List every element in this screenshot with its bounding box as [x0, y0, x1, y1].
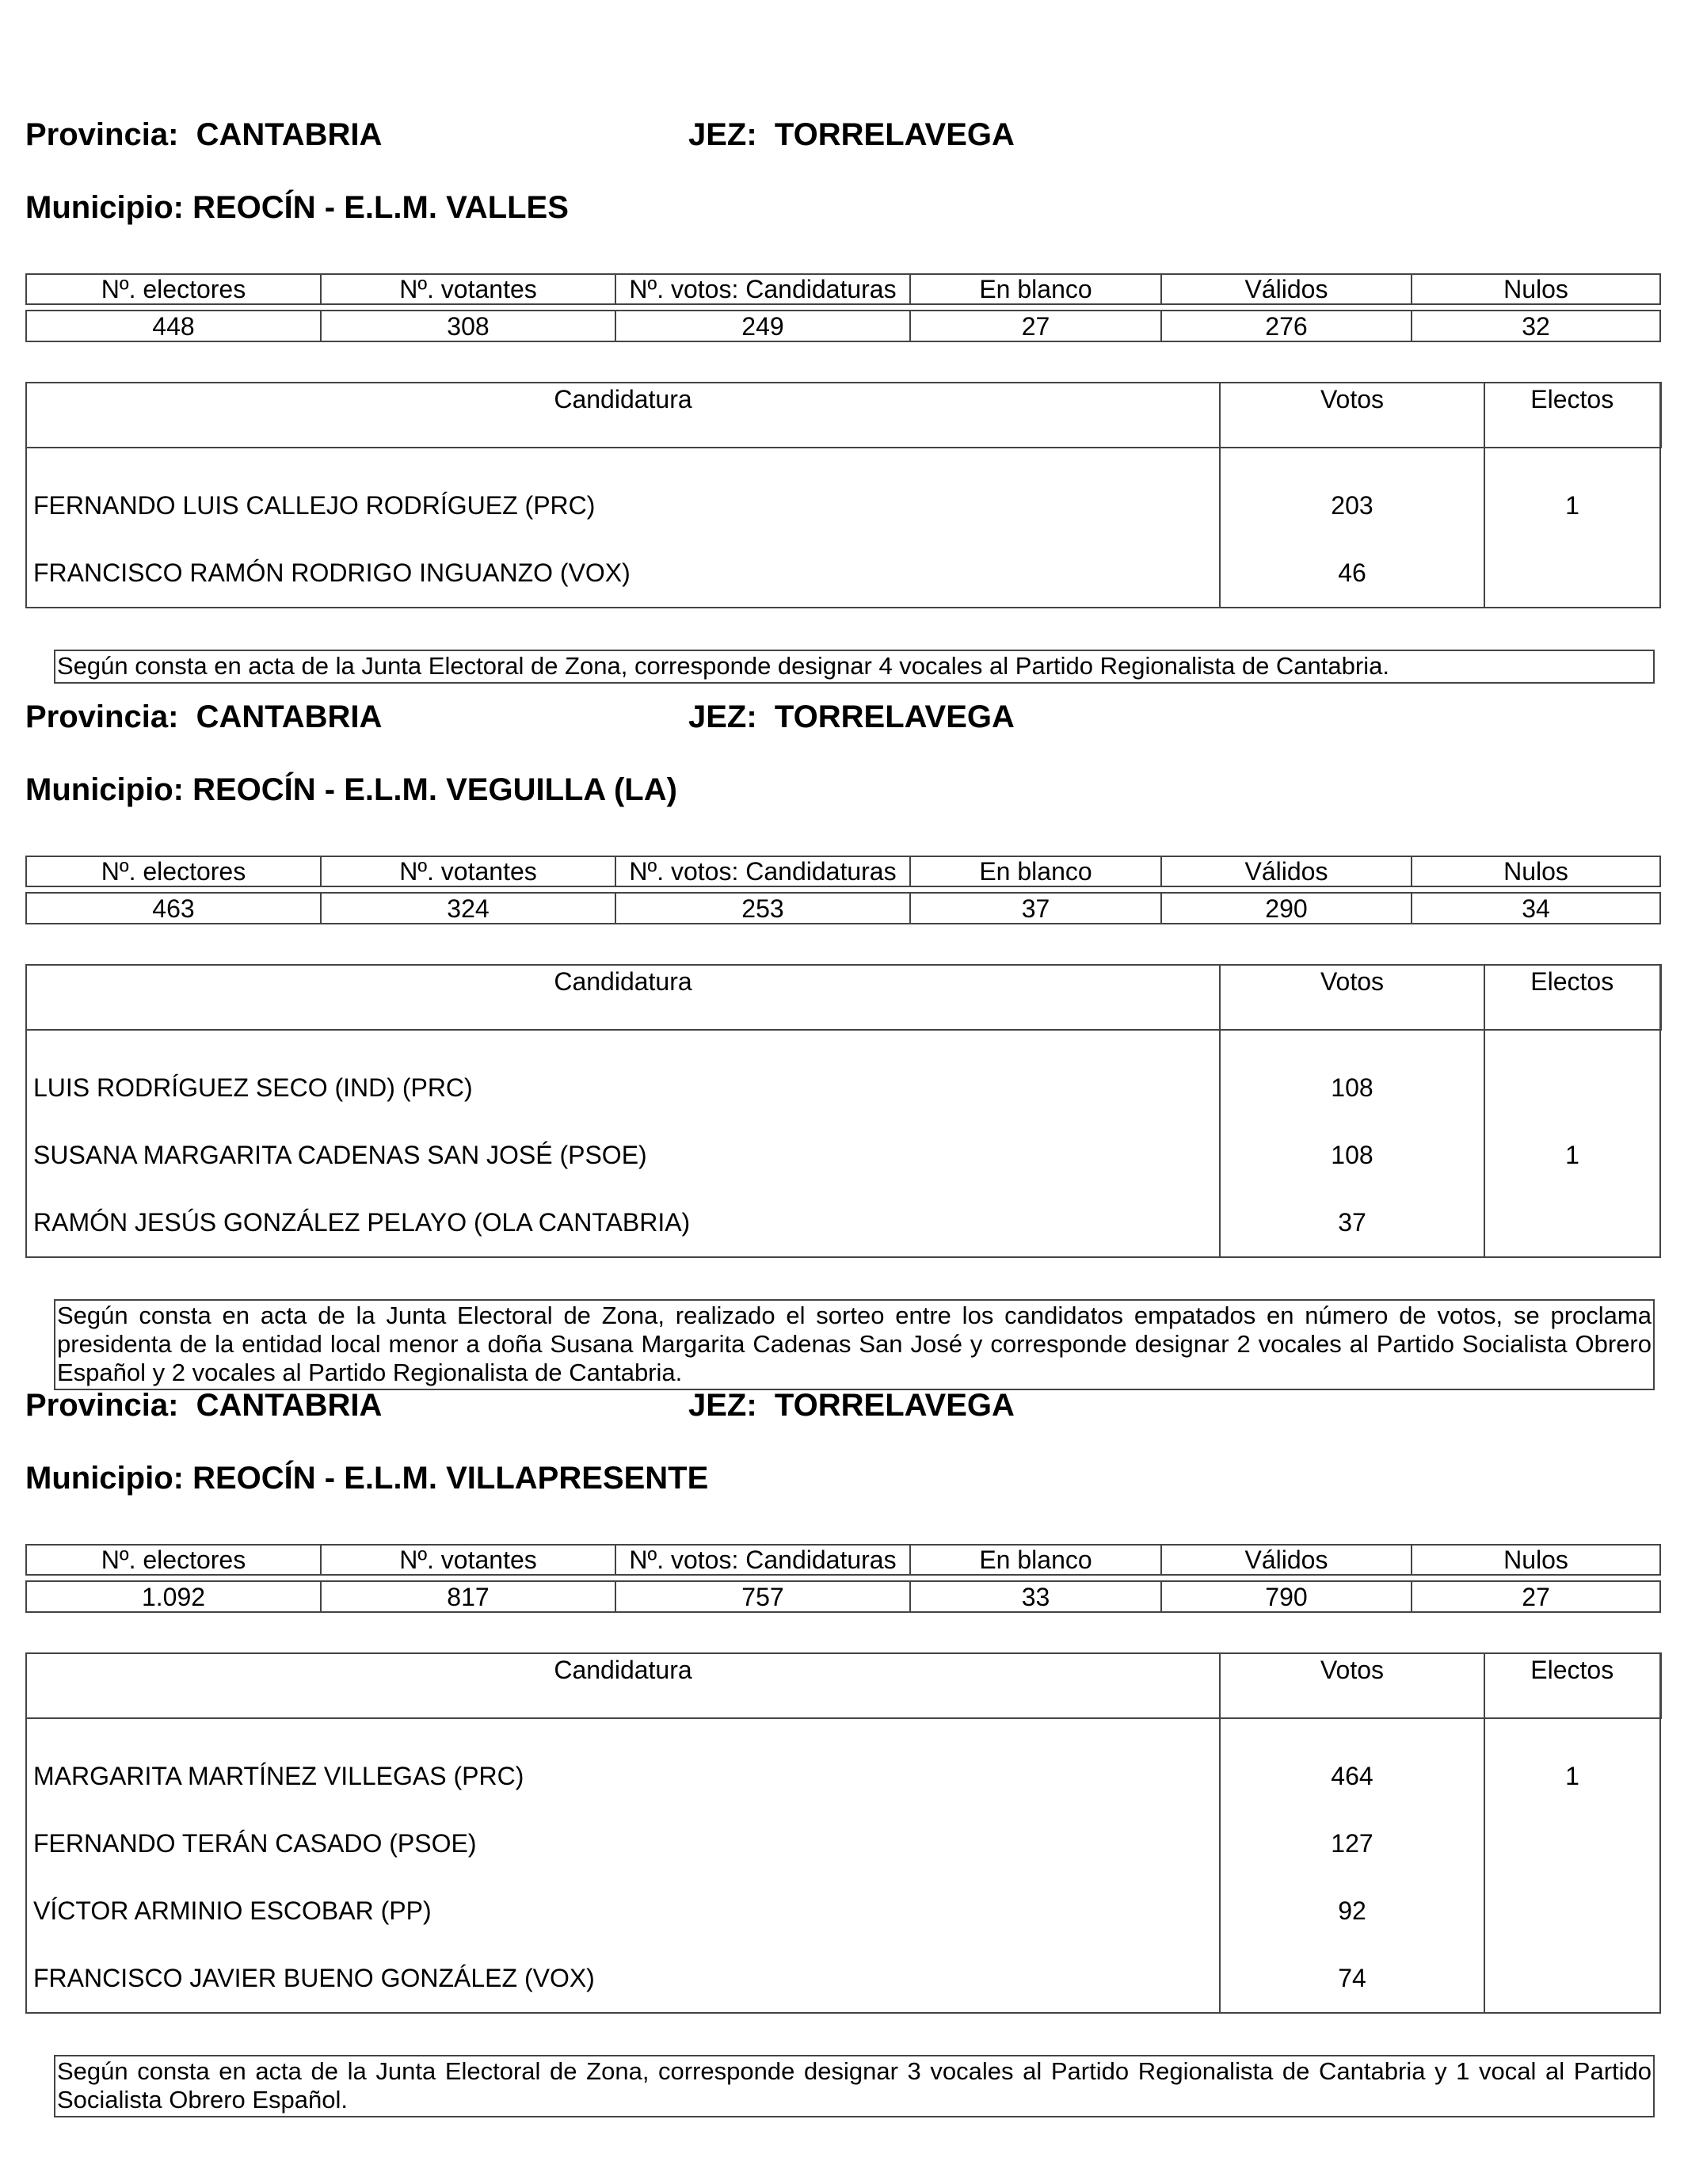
candidate-row [26, 1810, 1660, 1877]
vote-summary-value-cell: 27 [1412, 1581, 1660, 1612]
vote-summary-value-cell: 817 [321, 1581, 615, 1612]
candidate-name: FRANCISCO JAVIER BUENO GONZÁLEZ (VOX) [26, 1945, 1220, 2013]
vote-summary-header-cell: Nulos [1412, 1545, 1660, 1575]
vote-summary-value-cell: 463 [26, 893, 321, 924]
candidates-header-cell: Electos [1484, 383, 1660, 448]
vote-summary-value-cell: 253 [615, 893, 910, 924]
candidate-electos: 1 [1484, 1122, 1660, 1189]
vote-summary-value-cell: 757 [615, 1581, 910, 1612]
province-line [25, 1385, 1659, 1425]
vote-summary-value-row [26, 1581, 1660, 1612]
municipality-heading [25, 770, 1659, 810]
candidate-votes: 108 [1220, 1030, 1484, 1122]
candidate-row [26, 1945, 1660, 2013]
vote-summary-header-cell: Nulos [1412, 856, 1660, 886]
candidate-row [26, 1718, 1660, 1810]
province-value: CANTABRIA [196, 1388, 383, 1423]
candidates-header-cell: Electos [1484, 1653, 1660, 1718]
municipality-value: REOCÍN - E.L.M. VALLES [192, 190, 569, 225]
vote-summary-header-cell: En blanco [910, 856, 1161, 886]
candidate-votes: 46 [1220, 539, 1484, 608]
candidate-votes: 74 [1220, 1945, 1484, 2013]
candidates-header-cell: Electos [1484, 965, 1660, 1030]
candidates-header-row [26, 383, 1660, 448]
candidate-name: FERNANDO LUIS CALLEJO RODRÍGUEZ (PRC) [26, 448, 1220, 539]
vote-summary-header-cell: Nº. electores [26, 1545, 321, 1575]
vote-summary-value-cell: 32 [1412, 311, 1660, 341]
vote-summary-value-cell: 324 [321, 893, 615, 924]
candidates-header-cell: Votos [1220, 383, 1484, 448]
province-value: CANTABRIA [196, 699, 383, 734]
candidate-row [26, 448, 1660, 539]
candidate-electos [1484, 539, 1660, 608]
vote-summary-header-cell: Válidos [1161, 274, 1412, 304]
vote-summary-header-cell: Nº. electores [26, 856, 321, 886]
jez-heading [688, 115, 1015, 154]
candidates-header-cell: Votos [1220, 1653, 1484, 1718]
candidate-electos [1484, 1877, 1660, 1945]
province-label: Provincia: [25, 1388, 179, 1423]
province-value: CANTABRIA [196, 117, 383, 152]
candidate-name: FERNANDO TERÁN CASADO (PSOE) [26, 1810, 1220, 1877]
acta-note: Según consta en acta de la Junta Electoral de Zona, corresponde designar 4 vocales al Partido Regionalista de Cantabria. [54, 650, 1655, 684]
table-spacer-cell [26, 886, 1660, 893]
candidate-electos [1484, 1810, 1660, 1877]
vote-summary-value-cell: 34 [1412, 893, 1660, 924]
table-spacer [26, 304, 1660, 311]
election-section [25, 697, 1659, 1390]
candidate-votes: 464 [1220, 1718, 1484, 1810]
candidates-header-cell: Candidatura [26, 965, 1220, 1030]
election-section [25, 1385, 1659, 2117]
jez-value: TORRELAVEGA [774, 117, 1015, 152]
vote-summary-header-cell: Nº. votantes [321, 274, 615, 304]
municipality-heading [25, 188, 1659, 227]
jez-value: TORRELAVEGA [774, 699, 1015, 734]
candidates-table [25, 964, 1662, 1258]
vote-summary-header-row [26, 856, 1660, 886]
candidate-name: MARGARITA MARTÍNEZ VILLEGAS (PRC) [26, 1718, 1220, 1810]
vote-summary-header-cell: Nº. votos: Candidaturas [615, 274, 910, 304]
candidates-header-row [26, 1653, 1660, 1718]
candidate-name: VÍCTOR ARMINIO ESCOBAR (PP) [26, 1877, 1220, 1945]
candidate-row [26, 539, 1660, 608]
vote-summary-table [25, 273, 1661, 342]
jez-value: TORRELAVEGA [774, 1388, 1015, 1423]
vote-summary-header-cell: Válidos [1161, 856, 1412, 886]
province-heading [25, 697, 382, 737]
vote-summary-value-cell: 276 [1161, 311, 1412, 341]
vote-summary-value-cell: 27 [910, 311, 1161, 341]
election-section [25, 115, 1659, 684]
municipality-label: Municipio: [25, 190, 184, 225]
candidate-electos [1484, 1030, 1660, 1122]
acta-note: Según consta en acta de la Junta Electoral de Zona, realizado el sorteo entre los candidatos empatados en número de votos, se proclama presidenta de la entidad local menor a doña Susana Margarita Cadenas San José y corresponde designar 2 vocales al Partido Socialista Obrero Español y 2 vocales al Partido Regionalista de Cantabria. [54, 1299, 1655, 1390]
vote-summary-value-cell: 249 [615, 311, 910, 341]
municipality-value: REOCÍN - E.L.M. VILLAPRESENTE [192, 1461, 709, 1496]
candidates-header-cell: Votos [1220, 965, 1484, 1030]
acta-note: Según consta en acta de la Junta Electoral de Zona, corresponde designar 3 vocales al Partido Regionalista de Cantabria y 1 vocal al Partido Socialista Obrero Español. [54, 2055, 1655, 2117]
vote-summary-value-row [26, 311, 1660, 341]
vote-summary-value-cell: 33 [910, 1581, 1161, 1612]
province-heading [25, 1385, 382, 1425]
vote-summary-header-cell: Nº. votantes [321, 856, 615, 886]
table-spacer [26, 1575, 1660, 1581]
vote-summary-header-cell: Nº. votantes [321, 1545, 615, 1575]
municipality-label: Municipio: [25, 1461, 184, 1496]
vote-summary-value-cell: 308 [321, 311, 615, 341]
municipality-value: REOCÍN - E.L.M. VEGUILLA (LA) [192, 772, 677, 807]
province-line [25, 115, 1659, 154]
candidates-header-cell: Candidatura [26, 1653, 1220, 1718]
candidate-votes: 203 [1220, 448, 1484, 539]
candidate-row [26, 1189, 1660, 1257]
candidate-votes: 92 [1220, 1877, 1484, 1945]
vote-summary-value-row [26, 893, 1660, 924]
candidate-electos [1484, 1189, 1660, 1257]
candidate-electos [1484, 1945, 1660, 2013]
vote-summary-value-cell: 37 [910, 893, 1161, 924]
jez-label: JEZ: [688, 117, 757, 152]
municipality-heading [25, 1458, 1659, 1498]
candidates-table [25, 1652, 1662, 2014]
vote-summary-header-cell: Válidos [1161, 1545, 1412, 1575]
vote-summary-value-cell: 790 [1161, 1581, 1412, 1612]
candidate-votes: 127 [1220, 1810, 1484, 1877]
vote-summary-header-cell: Nº. votos: Candidaturas [615, 856, 910, 886]
jez-label: JEZ: [688, 699, 757, 734]
candidate-votes: 108 [1220, 1122, 1484, 1189]
vote-summary-header-cell: Nulos [1412, 274, 1660, 304]
candidate-name: FRANCISCO RAMÓN RODRIGO INGUANZO (VOX) [26, 539, 1220, 608]
jez-heading [688, 1385, 1015, 1425]
candidates-header-cell: Candidatura [26, 383, 1220, 448]
candidate-name: RAMÓN JESÚS GONZÁLEZ PELAYO (OLA CANTABRIA) [26, 1189, 1220, 1257]
candidate-electos: 1 [1484, 1718, 1660, 1810]
vote-summary-table [25, 856, 1661, 924]
vote-summary-value-cell: 448 [26, 311, 321, 341]
vote-summary-table [25, 1544, 1661, 1613]
jez-heading [688, 697, 1015, 737]
vote-summary-header-cell: Nº. votos: Candidaturas [615, 1545, 910, 1575]
vote-summary-header-cell: En blanco [910, 274, 1161, 304]
candidate-row [26, 1122, 1660, 1189]
table-spacer-cell [26, 1575, 1660, 1581]
jez-label: JEZ: [688, 1388, 757, 1423]
candidate-name: LUIS RODRÍGUEZ SECO (IND) (PRC) [26, 1030, 1220, 1122]
vote-summary-header-row [26, 1545, 1660, 1575]
province-line [25, 697, 1659, 737]
candidates-header-row [26, 965, 1660, 1030]
candidate-row [26, 1877, 1660, 1945]
candidate-votes: 37 [1220, 1189, 1484, 1257]
candidate-electos: 1 [1484, 448, 1660, 539]
candidates-table [25, 382, 1662, 608]
candidate-row [26, 1030, 1660, 1122]
table-spacer [26, 886, 1660, 893]
province-heading [25, 115, 382, 154]
vote-summary-value-cell: 1.092 [26, 1581, 321, 1612]
province-label: Provincia: [25, 699, 179, 734]
vote-summary-header-cell: En blanco [910, 1545, 1161, 1575]
vote-summary-value-cell: 290 [1161, 893, 1412, 924]
municipality-label: Municipio: [25, 772, 184, 807]
province-label: Provincia: [25, 117, 179, 152]
vote-summary-header-cell: Nº. electores [26, 274, 321, 304]
table-spacer-cell [26, 304, 1660, 311]
candidate-name: SUSANA MARGARITA CADENAS SAN JOSÉ (PSOE) [26, 1122, 1220, 1189]
vote-summary-header-row [26, 274, 1660, 304]
